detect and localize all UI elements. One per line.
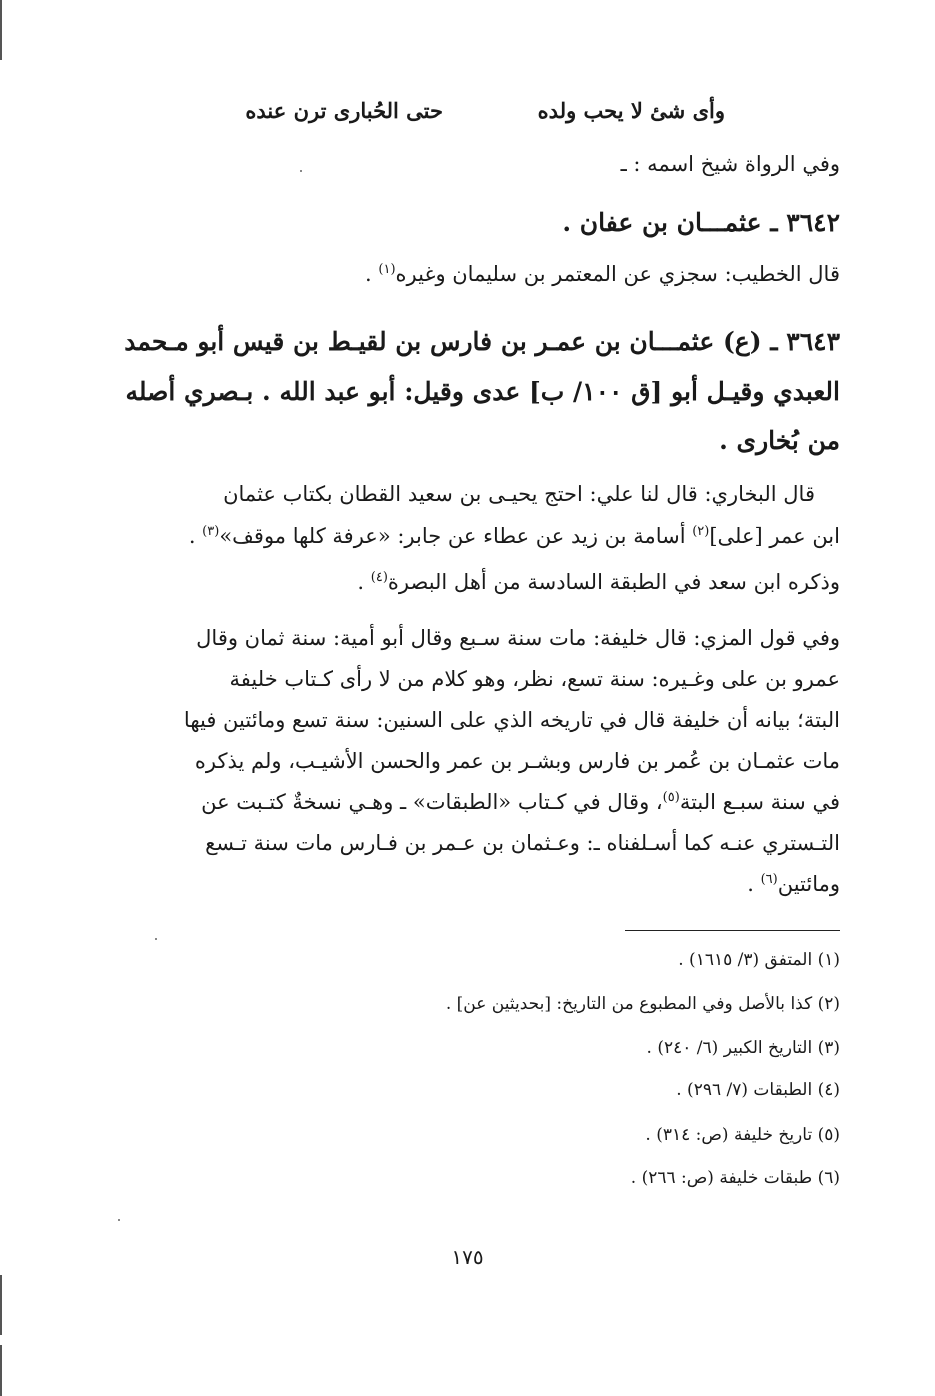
page-number: ١٧٥ (451, 1245, 484, 1269)
body-line: ابن عمر [على]$^{(٢)}$ أسامة بن زيد عن عطاء عن جابر: «عرفة كلها موقف»$^{(٣)}$ . (188, 524, 840, 548)
footnote-6: (٦) طبقات خليفة (ص: ٢٦٦) . (630, 1168, 840, 1188)
body-line: التـستري عنـه كما أسـلفناه ـ: وعـثمان بن عـمر بن فـارس مات سنة تـسع (205, 831, 840, 855)
footnote-ref: (٤) (370, 570, 388, 585)
body-line: قال البخاري: قال لنا علي: احتج يحيـى بن سعيد القطان بكتاب عثمان (223, 482, 815, 506)
verse-second-hemistich: حتى الحُبارى ترن عنده (245, 98, 443, 123)
scan-speck (118, 1219, 120, 1221)
body-line: مات عثمـان بن عُمر بن فارس وبشـر بن عمر والحسن الأشيـب، ولم يذكره (194, 749, 840, 773)
body-line: وفي قول المزي: قال خليفة: مات سنة سـبع وقال أبو أمية: سنة ثمان وقال (196, 626, 840, 650)
body-line: عمرو بن على وغـيره: سنة تسع، نظر، وهو كلام من لا رأى كـتاب خليفة (229, 667, 840, 691)
footnote-4: (٤) الطبقات (٧/ ٢٩٦) . (676, 1080, 840, 1100)
verse-first-hemistich: وأى شئ لا يحب ولده (537, 98, 725, 123)
footnote-ref: (٥) (662, 790, 680, 805)
entry-heading-3643-line1: ٣٦٤٣ ـ (ع) عثمـــان بن عمـر بن فارس بن لقيـط بن قيس أبو مـحمد (124, 327, 840, 356)
scan-edge-mark (0, 0, 2, 60)
entry-heading-3642: ٣٦٤٢ ـ عثمـــان بن عفان . (562, 208, 840, 237)
footnote-separator (625, 930, 840, 931)
footnote-ref: (٣) (202, 524, 220, 539)
body-line: وذكره ابن سعد في الطبقة السادسة من أهل البصرة$^{(٤)}$ . (357, 570, 840, 594)
body-line: في سنة سبـع البتة$^{(٥)}$، وقال في كـتاب «الطبقات» ـ وهـي نسخةٌ كتـبت عن (201, 790, 840, 814)
footnote-3: (٣) التاريخ الكبير (٦/ ٢٤٠) . (646, 1038, 840, 1058)
footnote-2: (٢) كذا بالأصل وفي المطبوع من التاريخ: [بحديثين عن] . (445, 994, 840, 1014)
body-line: البتة؛ بيانه أن خليفة قال في تاريخه الذي على السنين: سنة تسع ومائتين فيها (183, 708, 840, 732)
entry-heading-3643-line3: من بُخارى . (719, 426, 840, 455)
scan-edge-mark (0, 1345, 2, 1396)
footnote-1: (١) المتفق (٣/ ١٦١٥) . (678, 950, 840, 970)
body-line: ومائتين$^{(٦)}$ . (747, 872, 840, 896)
footnote-ref: (١) (378, 262, 396, 277)
entry-heading-3643-line2: العبدي وقيـل أبو [ق ١٠٠/ ب] عدى وقيل: أبو عبد الله . بـصري أصله (125, 377, 840, 406)
footnote-5: (٥) تاريخ خليفة (ص: ٣١٤) . (645, 1125, 840, 1145)
footnote-ref: (٦) (760, 872, 778, 887)
scan-edge-mark (0, 1275, 2, 1335)
body-line: وفي الرواة شيخ اسمه : ـ (620, 152, 840, 176)
footnote-ref: (٢) (692, 524, 710, 539)
body-line: قال الخطيب: سجزي عن المعتمر بن سليمان وغيره$^{(١)}$ . (365, 262, 840, 286)
scan-speck (155, 938, 157, 940)
